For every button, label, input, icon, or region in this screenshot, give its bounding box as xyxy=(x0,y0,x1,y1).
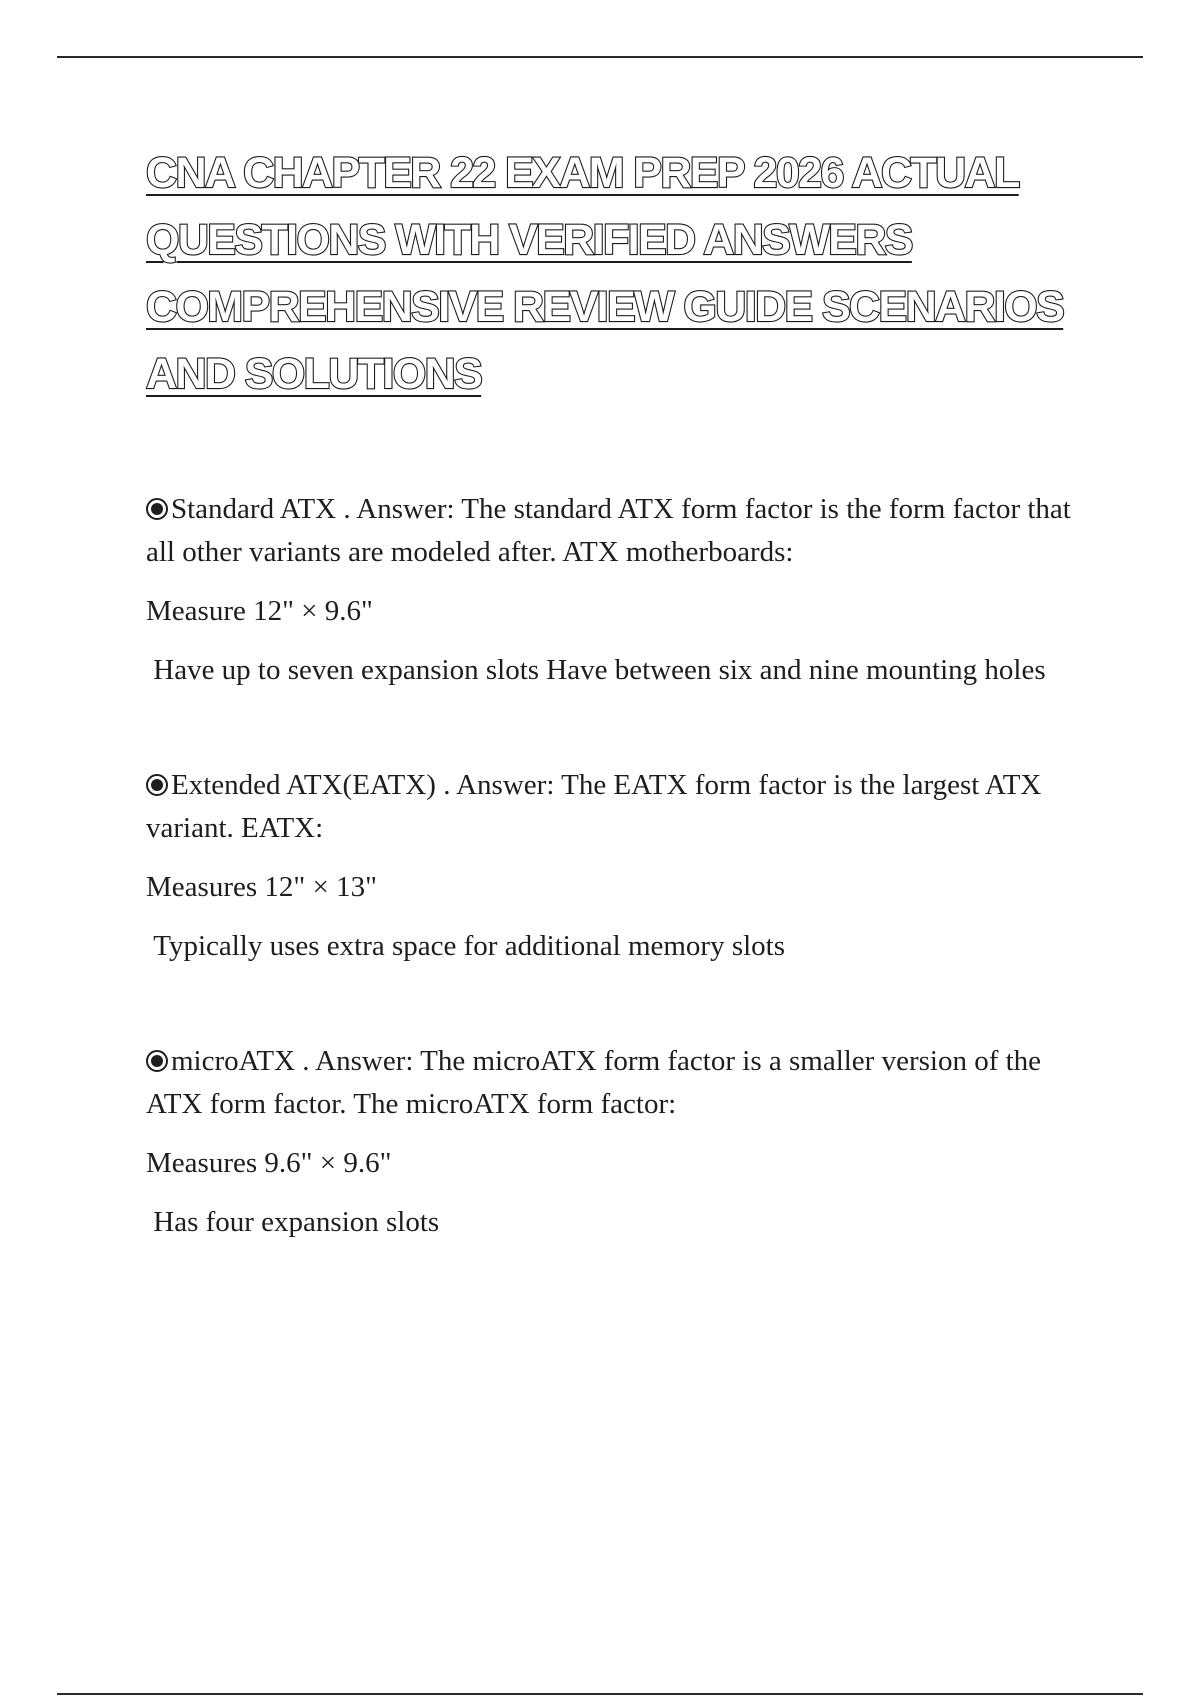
answer-detail: Have up to seven expansion slots Have between six and nine mounting holes xyxy=(146,654,1046,686)
document-title xyxy=(146,140,1086,408)
title-line: QUESTIONS WITH VERIFIED ANSWERS xyxy=(146,216,912,264)
radio-bullet-icon xyxy=(146,774,168,796)
qa-entry-extended-atx xyxy=(146,764,1076,968)
answer-detail: Measures 9.6" × 9.6" xyxy=(146,1147,392,1179)
answer-detail: Measures 12" × 13" xyxy=(146,871,377,903)
title-line: CNA CHAPTER 22 EXAM PREP 2026 ACTUAL xyxy=(146,149,1019,197)
question-text: Extended ATX(EATX) . Answer: The EATX form factor is the largest ATX variant. EATX: xyxy=(146,769,1042,844)
qa-entry-standard-atx xyxy=(146,488,1076,692)
radio-bullet-icon xyxy=(146,1050,168,1072)
top-rule xyxy=(57,56,1143,58)
title-line: COMPREHENSIVE REVIEW GUIDE SCENARIOS xyxy=(146,283,1064,331)
title-line: AND SOLUTIONS xyxy=(146,350,482,398)
answer-detail: Measure 12" × 9.6" xyxy=(146,595,373,627)
qa-list xyxy=(146,488,1076,1316)
answer-detail: Typically uses extra space for additional memory slots xyxy=(146,930,786,962)
bottom-rule xyxy=(57,1693,1143,1695)
question-text: Standard ATX . Answer: The standard ATX form factor is the form factor that all other variants are modeled after. ATX motherboards: xyxy=(146,493,1071,568)
question-text: microATX . Answer: The microATX form factor is a smaller version of the ATX form factor. The microATX form factor: xyxy=(146,1045,1042,1120)
qa-entry-microatx xyxy=(146,1040,1076,1244)
radio-bullet-icon xyxy=(146,498,168,520)
answer-detail: Has four expansion slots xyxy=(146,1206,440,1238)
